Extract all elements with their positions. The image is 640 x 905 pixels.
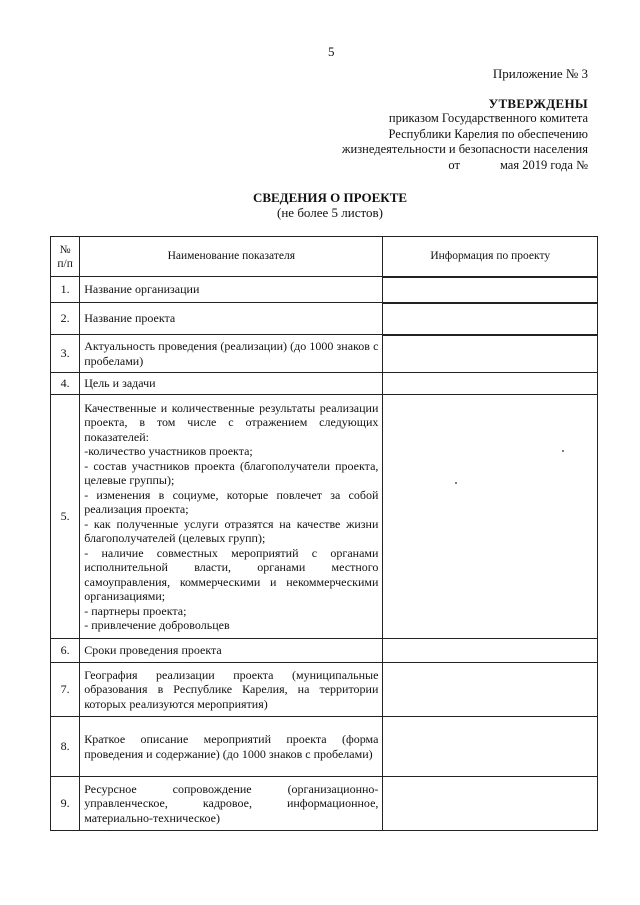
order-date-line <box>342 158 588 174</box>
table-row <box>51 303 598 335</box>
row-number: 9. <box>51 777 80 831</box>
row-indicator: Название организации <box>80 277 383 303</box>
table-row <box>51 663 598 717</box>
row-info-cell[interactable] <box>383 777 598 831</box>
table-row <box>51 373 598 395</box>
header-num <box>51 237 80 277</box>
order-line: Республики Карелия по обеспечению <box>388 126 588 141</box>
result-line: -количество участников проекта; <box>84 444 253 458</box>
row-number: 2. <box>51 303 80 335</box>
order-reference <box>342 111 588 173</box>
scan-speck <box>455 482 457 484</box>
row-number: 5. <box>51 395 80 639</box>
row-indicator: Название проекта <box>80 303 383 335</box>
header-name: Наименование показателя <box>80 237 383 277</box>
row-indicator: Сроки проведения проекта <box>80 639 383 663</box>
header-num-line1: № <box>59 243 71 256</box>
row-info-cell[interactable] <box>383 395 598 639</box>
row-indicator: Краткое описание мероприятий проекта (форма проведения и содержание) (до 1000 знаков с пробелами) <box>80 717 383 777</box>
result-line: Качественные и количественные результаты реализации проекта, в том числе с отражением следующих показателей: <box>84 400 379 444</box>
appendix-label: Приложение № 3 <box>492 66 588 81</box>
row-number: 7. <box>51 663 80 717</box>
table-row <box>51 395 598 639</box>
row-indicator: Актуальность проведения (реализации) (до 1000 знаков с пробелами) <box>80 335 383 373</box>
row-info-cell[interactable] <box>383 663 598 717</box>
header-info: Информация по проекту <box>383 237 598 277</box>
row-number: 8. <box>51 717 80 777</box>
row-indicator: Цель и задачи <box>80 373 383 395</box>
result-line: - привлечение добровольцев <box>84 618 230 632</box>
result-line: - изменения в социуме, которые повлечет за собой реализация проекта; <box>84 487 379 516</box>
table-row <box>51 335 598 373</box>
header-num-line2: п/п <box>57 257 73 270</box>
row-number: 1. <box>51 277 80 303</box>
table-row <box>51 277 598 303</box>
date-from-label: от <box>448 157 460 172</box>
table-row <box>51 639 598 663</box>
row-indicator <box>80 395 383 639</box>
table-row <box>51 717 598 777</box>
order-line: приказом Государственного комитета <box>388 111 588 125</box>
row-info-cell[interactable] <box>383 717 598 777</box>
result-line: - партнеры проекта; <box>84 603 187 618</box>
row-info-cell[interactable] <box>383 303 598 335</box>
row-info-cell[interactable] <box>383 639 598 663</box>
document-subtitle: (не более 5 листов) <box>277 205 383 220</box>
result-line: - как полученные услуги отразятся на качестве жизни благополучателей (целевых групп); <box>84 516 379 545</box>
scan-speck <box>562 450 564 452</box>
row-number: 6. <box>51 639 80 663</box>
project-info-table <box>50 236 598 831</box>
row-info-cell[interactable] <box>383 373 598 395</box>
date-rest-label: мая 2019 года № <box>499 157 588 172</box>
table-header-row <box>51 237 598 277</box>
page-number: 5 <box>328 44 335 59</box>
row-number: 4. <box>51 373 80 395</box>
result-line: - состав участников проекта (благополучатели проекта, целевые группы); <box>84 458 379 487</box>
row-info-cell[interactable] <box>383 335 598 373</box>
table-row <box>51 777 598 831</box>
row-info-cell[interactable] <box>383 277 598 303</box>
document-title: СВЕДЕНИЯ О ПРОЕКТЕ <box>252 190 408 205</box>
row-indicator: География реализации проекта (муниципальные образования в Республике Карелия, на территории которых реализуются мероприятия) <box>80 663 383 717</box>
row-number: 3. <box>51 335 80 373</box>
approved-heading: УТВЕРЖДЕНЫ <box>488 96 588 111</box>
result-line: - наличие совместных мероприятий с органами исполнительной власти, органами местного самоуправления, коммерческими и некоммерческими организациями; <box>84 545 379 603</box>
order-line: жизнедеятельности и безопасности населения <box>341 142 588 156</box>
row-indicator: Ресурсное сопровождение (организационно-управленческое, кадровое, информационное, материально-техническое) <box>80 777 383 831</box>
